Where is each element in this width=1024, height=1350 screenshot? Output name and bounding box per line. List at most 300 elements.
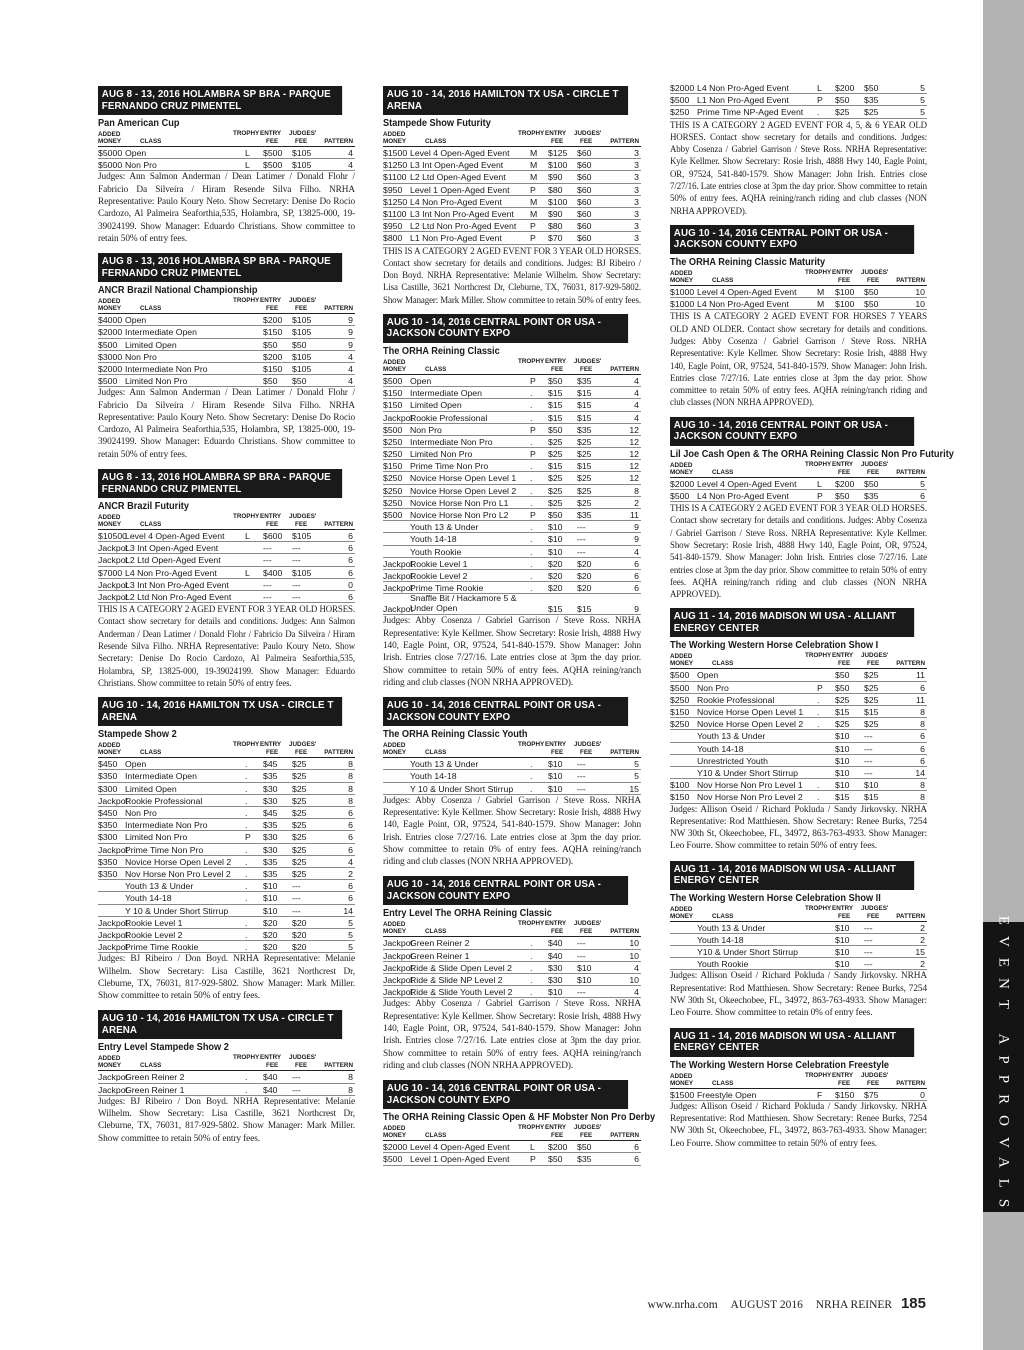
pattern-number: 10 xyxy=(629,950,639,961)
event-details: Judges: Abby Cosenza / Gabriel Garrison / Steve Ross. NRHA Representative: Kyle Kellmer. Show Secretary: Rosie Irish, 4888 Hwy 140, Eagle Point, OR, 97524, 541-840-1579. Show Manager: John Irish. Entries close 7/27/16. Late entries close at 3pm the day prior. Show committee to retain 0% of entry fees. AQHA reining/ranch riding and club classes (NON NRHA APPROVED). xyxy=(383,795,641,868)
entry-fee: $100 xyxy=(835,299,855,310)
class-name: Level 4 Open-Aged Event xyxy=(125,531,225,542)
class-name: Novice Horse Open Level 2 xyxy=(410,485,517,496)
added-money: $100 xyxy=(670,780,690,791)
entry-fee: $10 xyxy=(263,881,278,892)
pattern-number: 6 xyxy=(920,731,925,742)
entry-fee: $30 xyxy=(263,832,278,843)
column-header-row xyxy=(383,358,641,375)
pattern-number: 9 xyxy=(634,534,639,545)
class-name: L3 Int Non Pro-Aged Event xyxy=(410,208,514,219)
entry-fee: $10 xyxy=(835,922,850,933)
class-name: Prime Time Rookie xyxy=(125,942,199,953)
event-title: Lil Joe Cash Open & The ORHA Reining Classic Non Pro Futurity xyxy=(670,448,954,460)
column-header-row xyxy=(98,1054,355,1071)
class-name: Open xyxy=(125,759,147,770)
pattern-number: 12 xyxy=(629,436,639,447)
class-name: Snaffle Bit / Hackamore 5 & Under Open xyxy=(410,593,517,613)
pattern-number: 2 xyxy=(348,868,353,879)
pattern-number: 6 xyxy=(634,1142,639,1153)
col-pattern-label: PATTERN xyxy=(610,1132,639,1140)
trophy-code: . xyxy=(245,808,248,819)
judges-fee: $25 xyxy=(292,868,307,879)
trophy-code: M xyxy=(530,196,538,207)
column-1 xyxy=(98,86,355,1153)
pattern-number: 5 xyxy=(920,95,925,106)
judges-fee: --- xyxy=(292,579,301,590)
added-money: $500 xyxy=(670,95,690,106)
col-judges-label: JUDGES' xyxy=(574,130,602,137)
trophy-code: . xyxy=(245,868,248,879)
judges-fee: $50 xyxy=(292,339,307,350)
col-trophy-label: TROPHY xyxy=(233,1054,260,1062)
table-row xyxy=(98,941,355,953)
col-judges-fee-label: FEE xyxy=(867,1079,880,1087)
pattern-number: 6 xyxy=(348,555,353,566)
trophy-code: . xyxy=(817,780,820,791)
col-trophy-label: TROPHY xyxy=(233,297,260,305)
event-details: Judges: Abby Cosenza / Gabriel Garrison / Steve Ross. NRHA Representative: Kyle Kellmer. Show Secretary: Rosie Irish, 4888 Hwy 140, Eagle Point, OR, 97524, 541-840-1579. Show Manager: John Irish. Entries close 7/27/16. Late entries close at 3pm the day prior. Show committee to retain 50% of entry fees. AQHA reining/ranch riding and club classes (NON NRHA APPROVED). xyxy=(383,999,641,1071)
entry-fee: $150 xyxy=(263,363,283,374)
entry-fee: --- xyxy=(263,543,272,554)
class-name: Open xyxy=(410,375,432,386)
added-money: Jackpot xyxy=(98,579,128,590)
trophy-code: M xyxy=(817,299,825,310)
trophy-code: . xyxy=(245,942,248,953)
show-header: AUG 10 - 14, 2016 HAMILTON TX USA - CIRCLE T ARENA xyxy=(98,697,342,726)
col-entry-label: ENTRY xyxy=(260,741,282,749)
added-money: $2000 xyxy=(98,363,123,374)
col-pattern-label: PATTERN xyxy=(896,276,925,284)
col-entry-label: ENTRY xyxy=(545,357,567,365)
judges-fee: --- xyxy=(292,881,301,892)
table-row xyxy=(670,718,927,730)
entry-fee: $25 xyxy=(548,449,563,460)
trophy-code: . xyxy=(817,694,820,705)
pattern-number: 15 xyxy=(629,783,639,794)
class-name: Non Pro xyxy=(410,424,442,435)
pattern-number: 6 xyxy=(634,558,639,569)
judges-fee: $25 xyxy=(577,473,592,484)
page-footer xyxy=(648,1295,926,1312)
entry-fee: $50 xyxy=(835,490,850,501)
entry-fee: $50 xyxy=(548,375,563,386)
table-row xyxy=(670,286,927,298)
class-name: Rookie Professional xyxy=(697,694,775,705)
entry-fee: $400 xyxy=(263,567,283,578)
event-title: The ORHA Reining Classic xyxy=(383,345,500,357)
col-added-label: ADDED xyxy=(670,653,693,661)
class-name: Y 10 & Under Short Stirrup xyxy=(410,783,514,794)
col-money-label: MONEY xyxy=(670,660,694,668)
class-name: Level 4 Open-Aged Event xyxy=(697,478,797,489)
added-money: $2000 xyxy=(98,327,123,338)
added-money: $450 xyxy=(98,808,118,819)
event-details: Judges: Allison Oseid / Richard Pokluda / Sandy Jirkovsky. NRHA Representative: Rod Matthiesen. Show Secretary: Renee Burks, 7254 NW 30th St, Okeechobee, FL, 34972, 863-763-4933. Show Manager: Leo Fourre. Show committee to retain 50% of entry fees. xyxy=(670,1101,927,1149)
class-name: Level 4 Open-Aged Event xyxy=(410,148,510,158)
col-judges-label: JUDGES' xyxy=(289,297,317,305)
entry-fee: $200 xyxy=(835,478,855,489)
trophy-code: . xyxy=(245,1084,248,1095)
table-row xyxy=(98,591,355,603)
class-name: Prime Time NP-Aged Event xyxy=(697,107,804,118)
show-header: AUG 10 - 14, 2016 CENTRAL POINT OR USA - JACKSON COUNTY EXPO xyxy=(383,876,628,905)
entry-fee: --- xyxy=(263,592,272,602)
pattern-number: 10 xyxy=(915,299,925,310)
entry-fee: $10 xyxy=(548,771,563,782)
pattern-number: 4 xyxy=(348,856,353,867)
trophy-code: . xyxy=(530,759,533,770)
pattern-number: 6 xyxy=(348,567,353,578)
added-money: $150 xyxy=(383,388,403,399)
pattern-number: 6 xyxy=(634,570,639,581)
judges-fee: $15 xyxy=(577,461,592,472)
entry-fee: $200 xyxy=(263,351,283,362)
added-money: $500 xyxy=(383,375,403,386)
judges-fee: $105 xyxy=(292,148,312,158)
col-judges-label: JUDGES' xyxy=(861,652,889,660)
col-class-label: CLASS xyxy=(425,365,447,373)
col-added-label: ADDED xyxy=(383,131,406,138)
column-3 xyxy=(670,82,954,1158)
col-fee-label: FEE xyxy=(266,521,279,529)
class-name: L4 Non Pro-Aged Event xyxy=(410,196,502,207)
pattern-number: 10 xyxy=(629,938,639,949)
entry-fee: $25 xyxy=(835,694,850,705)
pattern-number: 12 xyxy=(629,424,639,435)
added-money: $250 xyxy=(383,485,403,496)
class-name: Prime Time Non Pro xyxy=(410,461,489,472)
class-name: Intermediate Non Pro xyxy=(410,436,493,447)
table-row xyxy=(670,706,927,718)
table-row xyxy=(670,946,927,958)
pattern-number: 6 xyxy=(348,531,353,542)
judges-fee: $25 xyxy=(577,449,592,460)
trophy-code: . xyxy=(245,856,248,867)
table-row xyxy=(383,594,641,615)
event-title: The ORHA Reining Classic Maturity xyxy=(670,256,826,268)
col-entry-label: ENTRY xyxy=(545,741,567,749)
table-row xyxy=(670,682,927,694)
class-name: Green Reiner 1 xyxy=(125,1084,185,1095)
col-judges-label: JUDGES' xyxy=(861,904,889,912)
col-pattern-label: PATTERN xyxy=(610,365,639,373)
trophy-code: P xyxy=(530,184,536,195)
class-name: Ride & Slide Youth Level 2 xyxy=(410,987,513,998)
pattern-number: 4 xyxy=(634,962,639,973)
table-row xyxy=(383,208,641,220)
pattern-number: 9 xyxy=(348,315,353,326)
entry-fee: $10 xyxy=(835,743,850,754)
class-name: Open xyxy=(125,148,147,158)
judges-fee: $35 xyxy=(864,95,879,106)
entry-fee: $40 xyxy=(548,950,563,961)
col-judges-fee-label: FEE xyxy=(580,138,593,145)
entry-fee: --- xyxy=(263,579,272,590)
col-money-label: MONEY xyxy=(383,928,407,936)
entry-fee: $10 xyxy=(548,546,563,557)
pattern-number: 3 xyxy=(634,160,639,171)
table-row xyxy=(383,448,641,460)
judges-fee: $25 xyxy=(864,694,879,705)
col-entry-label: ENTRY xyxy=(832,460,854,468)
pattern-number: 3 xyxy=(634,148,639,158)
class-name: Rookie Level 2 xyxy=(125,929,183,940)
pattern-number: 5 xyxy=(634,759,639,770)
class-name: Novice Horse Open Level 1 xyxy=(697,707,804,717)
entry-fee: $45 xyxy=(263,759,278,770)
col-fee-label: FEE xyxy=(551,1132,564,1140)
judges-fee: $25 xyxy=(292,856,307,867)
pattern-number: 9 xyxy=(348,339,353,350)
col-trophy-label: TROPHY xyxy=(518,1124,545,1132)
pattern-number: 4 xyxy=(634,412,639,423)
table-row xyxy=(383,1153,641,1165)
trophy-code: . xyxy=(245,771,248,782)
table-row xyxy=(670,743,927,755)
table-row xyxy=(383,485,641,497)
entry-fee: $15 xyxy=(548,412,563,423)
table-row xyxy=(670,958,927,970)
table-row xyxy=(383,220,641,232)
col-judges-label: JUDGES' xyxy=(861,1071,889,1079)
entry-fee: $20 xyxy=(548,570,563,581)
table-row xyxy=(670,779,927,791)
entry-fee: $15 xyxy=(835,707,850,717)
trophy-code: . xyxy=(530,534,533,545)
entry-fee: $200 xyxy=(548,1142,568,1153)
trophy-code: . xyxy=(245,893,248,904)
column-header-row xyxy=(670,269,927,286)
col-money-label: MONEY xyxy=(98,521,122,529)
added-money: $450 xyxy=(98,759,118,770)
entry-fee: $10 xyxy=(548,783,563,794)
col-judges-label: JUDGES' xyxy=(574,741,602,749)
col-added-label: ADDED xyxy=(98,514,121,522)
col-fee-label: FEE xyxy=(266,305,279,313)
class-name: Youth 14-18 xyxy=(125,893,172,904)
added-money: $500 xyxy=(98,376,118,387)
table-row xyxy=(98,375,355,387)
event-details: THIS IS A CATEGORY 2 AGED EVENT FOR 3 YEAR OLD HORSES. Contact show secretary for details and conditions. Judges: Abby Cosenza / Gabriel Garrison / Steve Ross. NRHA Representative: Kyle Kellmer. Show Secretary: Rosie Irish, 4888 Hwy 140, Eagle Point, OR, 97524, 541-840-1579. Show Manager: John Irish. Entries close 7/27/16. Late entries close at 3pm the day prior. Show committee to retain 50% of entry fees. AQHA reining/ranch riding and club classes (NON NRHA APPROVED). xyxy=(670,503,927,600)
added-money: $500 xyxy=(670,682,690,693)
event-details: Judges: Abby Cosenza / Gabriel Garrison / Steve Ross. NRHA Representative: Kyle Kellmer. Show Secretary: Rosie Irish, 4888 Hwy 140, Eagle Point, OR, 97524, 541-840-1579. Show Manager: John Irish. Entries close 7/27/16. Late entries close at 3pm the day prior. Show committee to retain 50% of entry fees. AQHA reining/ranch riding and club classes (NON NRHA APPROVED). xyxy=(383,616,641,688)
trophy-code: . xyxy=(530,583,533,594)
added-money: $500 xyxy=(670,490,690,501)
entry-fee: $35 xyxy=(263,868,278,879)
col-class-label: CLASS xyxy=(140,305,162,313)
col-judges-label: JUDGES' xyxy=(289,130,317,137)
judges-fee: $25 xyxy=(292,771,307,782)
event-title: The Working Western Horse Celebration Show II xyxy=(670,892,881,904)
added-money: $2000 xyxy=(383,1142,408,1153)
entry-fee: $10 xyxy=(835,947,850,958)
added-money: $950 xyxy=(383,221,403,232)
class-name: Rookie Professional xyxy=(410,412,488,423)
col-added-label: ADDED xyxy=(98,298,121,306)
col-judges-label: JUDGES' xyxy=(289,1054,317,1062)
pattern-number: 4 xyxy=(348,351,353,362)
event-details: Judges: Allison Oseid / Richard Pokluda / Sandy Jirkovsky. NRHA Representative: Rod Matthiesen. Show Secretary: Renee Burks, 7254 NW 30th St, Okeechobee, FL, 34972, 863-763-4933. Show Manager: Leo Fourre. Show committee to retain 0% of entry fees. xyxy=(670,971,927,1019)
added-money: $300 xyxy=(98,832,118,843)
pattern-number: 4 xyxy=(634,987,639,998)
col-added-label: ADDED xyxy=(383,358,406,366)
trophy-code: . xyxy=(817,707,820,717)
table-row xyxy=(98,351,355,363)
show-header: AUG 11 - 14, 2016 MADISON WI USA - ALLIANT ENERGY CENTER xyxy=(670,608,914,637)
col-trophy-label: TROPHY xyxy=(518,920,545,928)
judges-fee: $35 xyxy=(577,510,592,521)
table-row xyxy=(98,530,355,542)
table-row xyxy=(383,460,641,472)
judges-fee: --- xyxy=(864,922,873,933)
class-name: Youth 14-18 xyxy=(697,743,744,754)
added-money: $2000 xyxy=(670,83,695,93)
trophy-code: . xyxy=(530,461,533,472)
table-row xyxy=(383,171,641,183)
table-row xyxy=(98,844,355,856)
trophy-code: M xyxy=(530,160,538,171)
added-money: $350 xyxy=(98,868,118,879)
judges-fee: $50 xyxy=(864,299,879,310)
class-name: L2 Ltd Open-Aged Event xyxy=(125,555,221,566)
judges-fee: $15 xyxy=(577,388,592,399)
col-judges-fee-label: FEE xyxy=(867,912,880,920)
trophy-code: . xyxy=(817,719,820,730)
trophy-code: . xyxy=(530,570,533,581)
judges-fee: --- xyxy=(577,534,586,545)
added-money: Jackpot xyxy=(383,950,413,961)
pattern-number: 4 xyxy=(348,148,353,158)
pattern-number: 14 xyxy=(343,905,353,916)
class-name: Green Reiner 1 xyxy=(410,950,470,961)
added-money: Jackpot xyxy=(98,592,128,602)
class-name: Youth Rookie xyxy=(410,546,462,557)
judges-fee: $35 xyxy=(864,490,879,501)
judges-fee: $60 xyxy=(577,221,592,232)
judges-fee: $25 xyxy=(292,795,307,806)
class-name: Youth 14-18 xyxy=(410,771,457,782)
pattern-number: 2 xyxy=(920,922,925,933)
pattern-number: 6 xyxy=(920,490,925,501)
pattern-number: 5 xyxy=(634,771,639,782)
event-details: Judges: BJ Ribeiro / Don Boyd. NRHA Representative: Melanie Wilhelm. Show Secretary: Lisa Castille, 3621 Northcrest Dr, Cleburne, TX, 76031, 817-929-5802. Show Manager: Mark Miller. Show committee to retain 50% of entry fees. xyxy=(98,1096,355,1144)
trophy-code: . xyxy=(530,497,533,508)
class-name: Limited Open xyxy=(125,339,177,350)
class-name: Y10 & Under Short Stirrup xyxy=(697,767,798,778)
col-pattern-label: PATTERN xyxy=(896,1079,925,1087)
table-row xyxy=(383,558,641,570)
trophy-code: P xyxy=(530,233,536,244)
entry-fee: $600 xyxy=(263,531,283,542)
entry-fee: $25 xyxy=(548,473,563,484)
entry-fee: $25 xyxy=(548,485,563,496)
table-row xyxy=(383,533,641,545)
judges-fee: $20 xyxy=(577,583,592,594)
col-money-label: MONEY xyxy=(383,138,407,145)
added-money: $500 xyxy=(383,1154,403,1165)
table-row xyxy=(98,929,355,941)
entry-fee: $100 xyxy=(835,286,855,297)
added-money: $500 xyxy=(670,670,690,681)
entry-fee: $150 xyxy=(835,1089,855,1100)
class-name: Novice Horse Open Level 2 xyxy=(125,856,232,867)
event-title: The Working Western Horse Celebration Freestyle xyxy=(670,1059,889,1071)
footer-url[interactable]: www.nrha.com xyxy=(647,1299,718,1311)
entry-fee: $40 xyxy=(548,938,563,949)
judges-fee: --- xyxy=(292,592,301,602)
col-money-label: MONEY xyxy=(383,749,407,757)
added-money: $250 xyxy=(670,694,690,705)
judges-fee: --- xyxy=(292,543,301,554)
trophy-code: . xyxy=(245,881,248,892)
trophy-code: P xyxy=(817,682,823,693)
table-row xyxy=(670,94,927,106)
table-row xyxy=(383,436,641,448)
col-money-label: MONEY xyxy=(670,468,694,476)
col-pattern-label: PATTERN xyxy=(896,660,925,668)
event-details: Judges: Ann Salmon Anderman / Dean Latimer / Donald Flohr / Fabricio Da Silveira / Hiram Resende Silva Filho. NRHA Representative: Paulo Koury Neto. Show Secretary: Denise Do Rocio Cardozo, Al Palmeira Seaforthia,535, Holambra, SP, 13825-000, 19-39024199. Show Manager: Eduardo Christians. Show committee to retain 50% of entry fees. xyxy=(98,388,355,460)
column-header-row xyxy=(383,920,641,937)
table-row xyxy=(98,567,355,579)
trophy-code: M xyxy=(530,172,538,183)
judges-fee: --- xyxy=(577,987,586,998)
class-name: Nov Horse Non Pro Level 2 xyxy=(125,868,231,879)
judges-fee: $20 xyxy=(292,942,307,953)
judges-fee: $25 xyxy=(577,485,592,496)
col-pattern-label: PATTERN xyxy=(324,1062,353,1070)
class-name: L4 Non Pro-Aged Event xyxy=(697,83,789,93)
col-money-label: MONEY xyxy=(383,1132,407,1140)
class-name: Youth 14-18 xyxy=(410,534,457,545)
trophy-code: P xyxy=(530,221,536,232)
added-money: Jackpot xyxy=(98,543,128,554)
table-row xyxy=(670,82,927,94)
table-row xyxy=(98,819,355,831)
added-money: $500 xyxy=(98,339,118,350)
class-name: Non Pro xyxy=(697,682,729,693)
col-trophy-label: TROPHY xyxy=(233,513,260,521)
added-money: Jackpot xyxy=(383,962,413,973)
entry-fee: $35 xyxy=(263,771,278,782)
trophy-code: L xyxy=(245,148,250,158)
class-name: Youth Rookie xyxy=(697,959,749,970)
added-money: $150 xyxy=(383,461,403,472)
added-money: $300 xyxy=(98,783,118,794)
entry-fee: $15 xyxy=(548,388,563,399)
pattern-number: 5 xyxy=(920,83,925,93)
trophy-code: . xyxy=(245,759,248,770)
col-judges-label: JUDGES' xyxy=(861,268,889,276)
added-money: $250 xyxy=(383,449,403,460)
judges-fee: $60 xyxy=(577,172,592,183)
entry-fee: $50 xyxy=(835,682,850,693)
pattern-number: 8 xyxy=(348,783,353,794)
col-money-label: MONEY xyxy=(670,276,694,284)
event-title: The Working Western Horse Celebration Show I xyxy=(670,640,879,652)
table-row xyxy=(670,730,927,742)
entry-fee: $30 xyxy=(263,795,278,806)
col-trophy-label: TROPHY xyxy=(805,904,832,912)
column-header-row xyxy=(98,297,355,314)
col-class-label: CLASS xyxy=(712,660,734,668)
trophy-code: . xyxy=(530,546,533,557)
pattern-number: 6 xyxy=(634,583,639,594)
entry-fee: $10 xyxy=(263,905,278,916)
pattern-number: 4 xyxy=(634,388,639,399)
table-row xyxy=(98,1071,355,1083)
table-row xyxy=(98,758,355,770)
